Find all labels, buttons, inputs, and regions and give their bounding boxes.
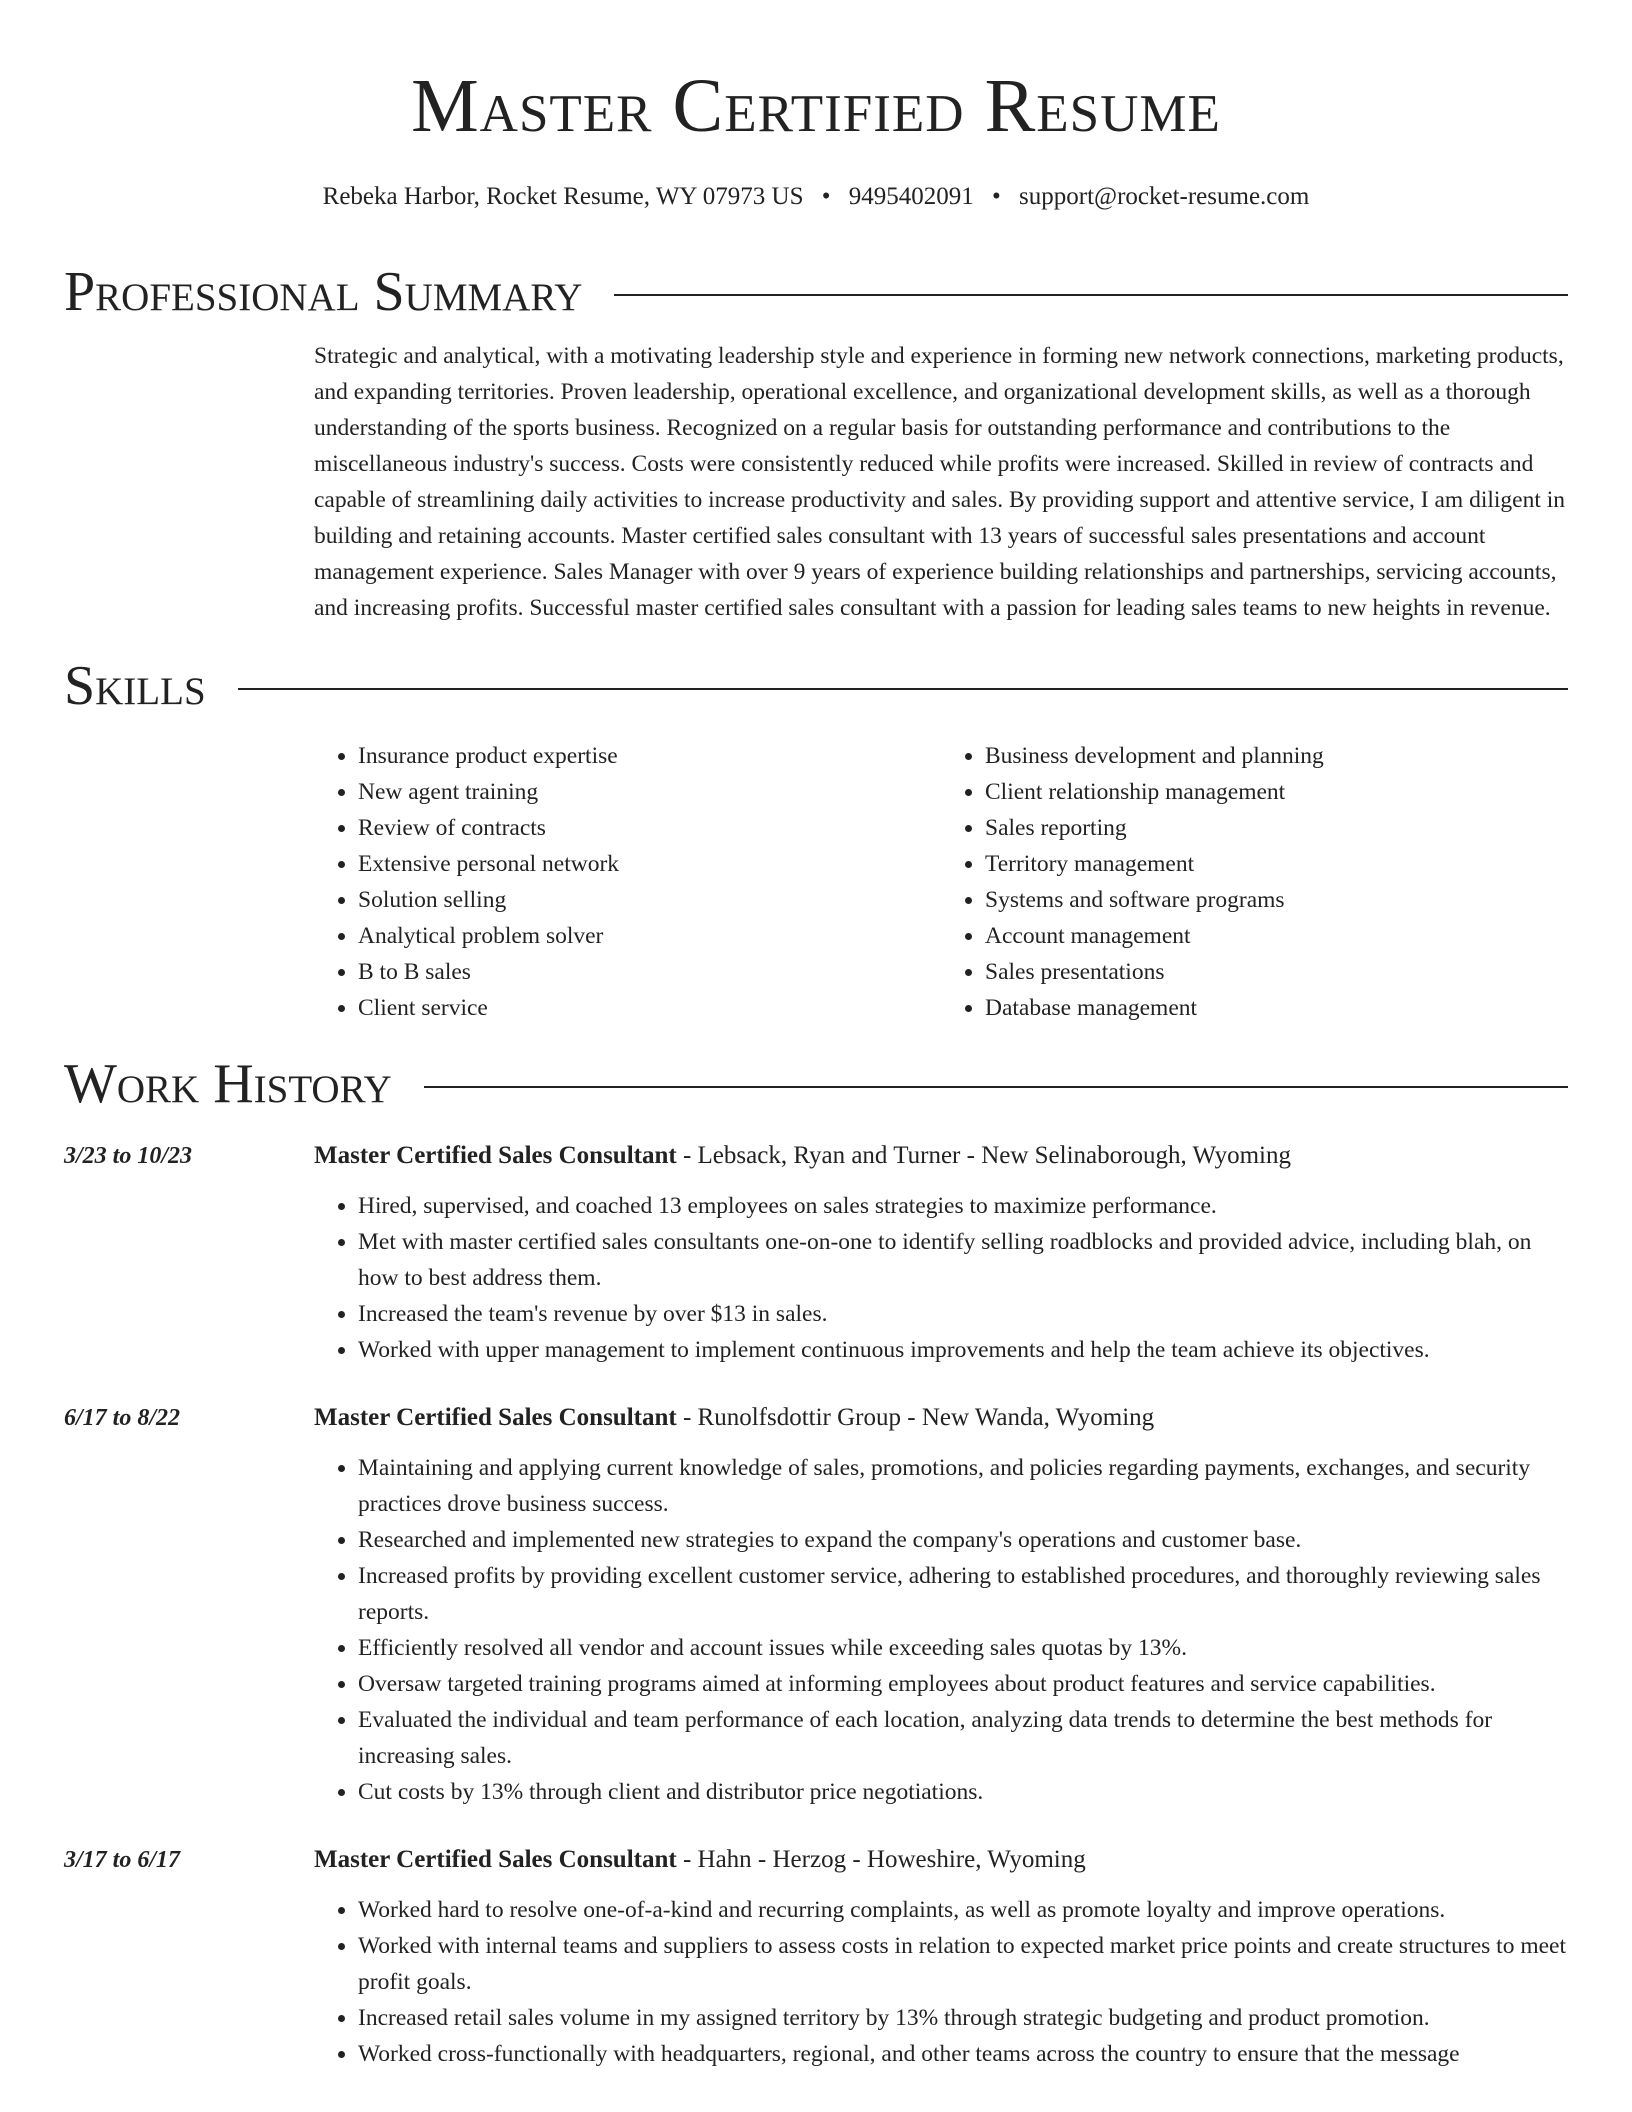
skill-item: • Analytical problem solver bbox=[358, 918, 941, 954]
skill-item: • Sales reporting bbox=[985, 810, 1568, 846]
job-title-line bbox=[314, 1842, 1568, 1878]
resume-header bbox=[64, 0, 1568, 214]
job-company: - Lebsack, Ryan and Turner - New Selinaborough, Wyoming bbox=[676, 1142, 1291, 1169]
job-bullet: • Met with master certified sales consultants one-on-one to identify selling roadblocks and provided advice, including blah, on how to best address them. bbox=[358, 1224, 1568, 1296]
contact-separator: • bbox=[821, 183, 831, 210]
job-entry bbox=[64, 1400, 1568, 1810]
job-bullet: • Worked hard to resolve one-of-a-kind and recurring complaints, as well as promote loyalty and improve operations. bbox=[358, 1892, 1568, 1928]
job-bullet: • Efficiently resolved all vendor and account issues while exceeding sales quotas by 13%. bbox=[358, 1630, 1568, 1666]
job-bullet: • Researched and implemented new strategies to expand the company's operations and customer base. bbox=[358, 1522, 1568, 1558]
skill-item: • New agent training bbox=[358, 774, 941, 810]
skills-column-left bbox=[314, 738, 941, 1026]
job-bullet: • Cut costs by 13% through client and distributor price negotiations. bbox=[358, 1774, 1568, 1810]
skill-item: • Business development and planning bbox=[985, 738, 1568, 774]
resume-title: Master Certified Resume bbox=[411, 64, 1221, 148]
skill-item: • Solution selling bbox=[358, 882, 941, 918]
skill-item: • Client relationship management bbox=[985, 774, 1568, 810]
job-bullet: • Increased retail sales volume in my assigned territory by 13% through strategic budgeting and product promotion. bbox=[358, 2000, 1568, 2036]
job-body bbox=[314, 1138, 1568, 1368]
job-title-line bbox=[314, 1138, 1568, 1174]
job-bullet: • Increased the team's revenue by over $13 in sales. bbox=[358, 1296, 1568, 1332]
job-dates: 6/17 to 8/22 bbox=[64, 1405, 181, 1431]
job-bullet: • Oversaw targeted training programs aimed at informing employees about product features and service capabilities. bbox=[358, 1666, 1568, 1702]
skill-item: • Sales presentations bbox=[985, 954, 1568, 990]
skill-item: • Account management bbox=[985, 918, 1568, 954]
job-title: Master Certified Sales Consultant bbox=[314, 1404, 677, 1431]
section-divider bbox=[424, 1086, 1568, 1088]
contact-separator: • bbox=[992, 183, 1001, 210]
summary-text: Strategic and analytical, with a motivating leadership style and experience in forming new network connections, marketing products, and expanding territories. Proven leadership, operational excellence, and organizational development skills, as well as a thorough understanding of the sports business. Recognized on a regular basis for outstanding performance and contributions to the miscellaneous industry's success. Costs were consistently reduced while profits were increased. Skilled in review of contracts and capable of streamlining daily activities to increase productivity and sales. By providing support and attentive service, I am diligent in building and retaining accounts. Master certified sales consultant with 13 years of successful sales presentations and account management experience. Sales Manager with over 9 years of experience building relationships and partnerships, servicing accounts, and increasing profits. Successful master certified sales consultant with a passion for leading sales teams to new heights in revenue. bbox=[314, 343, 1566, 621]
job-bullet: • Worked with upper management to implement continuous improvements and help the team achieve its objectives. bbox=[358, 1332, 1568, 1368]
job-entry bbox=[64, 1842, 1568, 2072]
job-company: - Hahn - Herzog - Howeshire, Wyoming bbox=[676, 1846, 1086, 1873]
job-entry bbox=[64, 1138, 1568, 1368]
job-bullet: • Evaluated the individual and team performance of each location, analyzing data trends to determine the best methods for increasing sales. bbox=[358, 1702, 1568, 1774]
job-title-line bbox=[314, 1400, 1568, 1436]
job-bullet: • Hired, supervised, and coached 13 employees on sales strategies to maximize performance. bbox=[358, 1188, 1568, 1224]
skill-item: • Extensive personal network bbox=[358, 846, 941, 882]
contact-line bbox=[64, 180, 1568, 214]
job-dates: 3/17 to 6/17 bbox=[64, 1847, 181, 1873]
skills-column-right bbox=[941, 738, 1568, 1026]
job-title: Master Certified Sales Consultant bbox=[314, 1846, 677, 1873]
contact-address: Rebeka Harbor, Rocket Resume, WY 07973 US bbox=[322, 183, 804, 210]
skill-item: • Client service bbox=[358, 990, 941, 1026]
job-bullet: • Increased profits by providing excellent customer service, adhering to established procedures, and thoroughly reviewing sales reports. bbox=[358, 1558, 1568, 1630]
job-dates: 3/23 to 10/23 bbox=[64, 1143, 193, 1169]
skills-heading: Skills bbox=[64, 655, 206, 717]
job-title: Master Certified Sales Consultant bbox=[314, 1142, 677, 1169]
section-divider bbox=[614, 294, 1568, 296]
skill-item: • Territory management bbox=[985, 846, 1568, 882]
contact-phone: 9495402091 bbox=[848, 183, 974, 210]
skill-item: • Review of contracts bbox=[358, 810, 941, 846]
job-body bbox=[314, 1842, 1568, 2072]
skill-item: • Database management bbox=[985, 990, 1568, 1026]
work-heading: Work History bbox=[64, 1053, 392, 1115]
job-bullets bbox=[314, 1450, 1568, 1810]
job-company: - Runolfsdottir Group - New Wanda, Wyoming bbox=[676, 1404, 1155, 1431]
job-bullet: • Maintaining and applying current knowledge of sales, promotions, and policies regarding payments, exchanges, and security practices drove business success. bbox=[358, 1450, 1568, 1522]
section-divider bbox=[238, 688, 1568, 690]
contact-email: support@rocket-resume.com bbox=[1019, 183, 1310, 210]
job-body bbox=[314, 1400, 1568, 1810]
job-bullet: • Worked cross-functionally with headquarters, regional, and other teams across the country to ensure that the message bbox=[358, 2036, 1568, 2072]
skill-item: • Systems and software programs bbox=[985, 882, 1568, 918]
skill-item: • Insurance product expertise bbox=[358, 738, 941, 774]
work-section-heading bbox=[64, 1052, 1568, 1116]
summary-section-heading bbox=[64, 260, 1568, 324]
skill-item: • B to B sales bbox=[358, 954, 941, 990]
skills-section-heading bbox=[64, 654, 1568, 718]
job-bullets bbox=[314, 1188, 1568, 1368]
summary-heading: Professional Summary bbox=[64, 261, 583, 323]
job-bullet: • Worked with internal teams and suppliers to assess costs in relation to expected market price points and create structures to meet profit goals. bbox=[358, 1928, 1568, 2000]
skills-list bbox=[314, 738, 1568, 1026]
job-bullets bbox=[314, 1892, 1568, 2072]
